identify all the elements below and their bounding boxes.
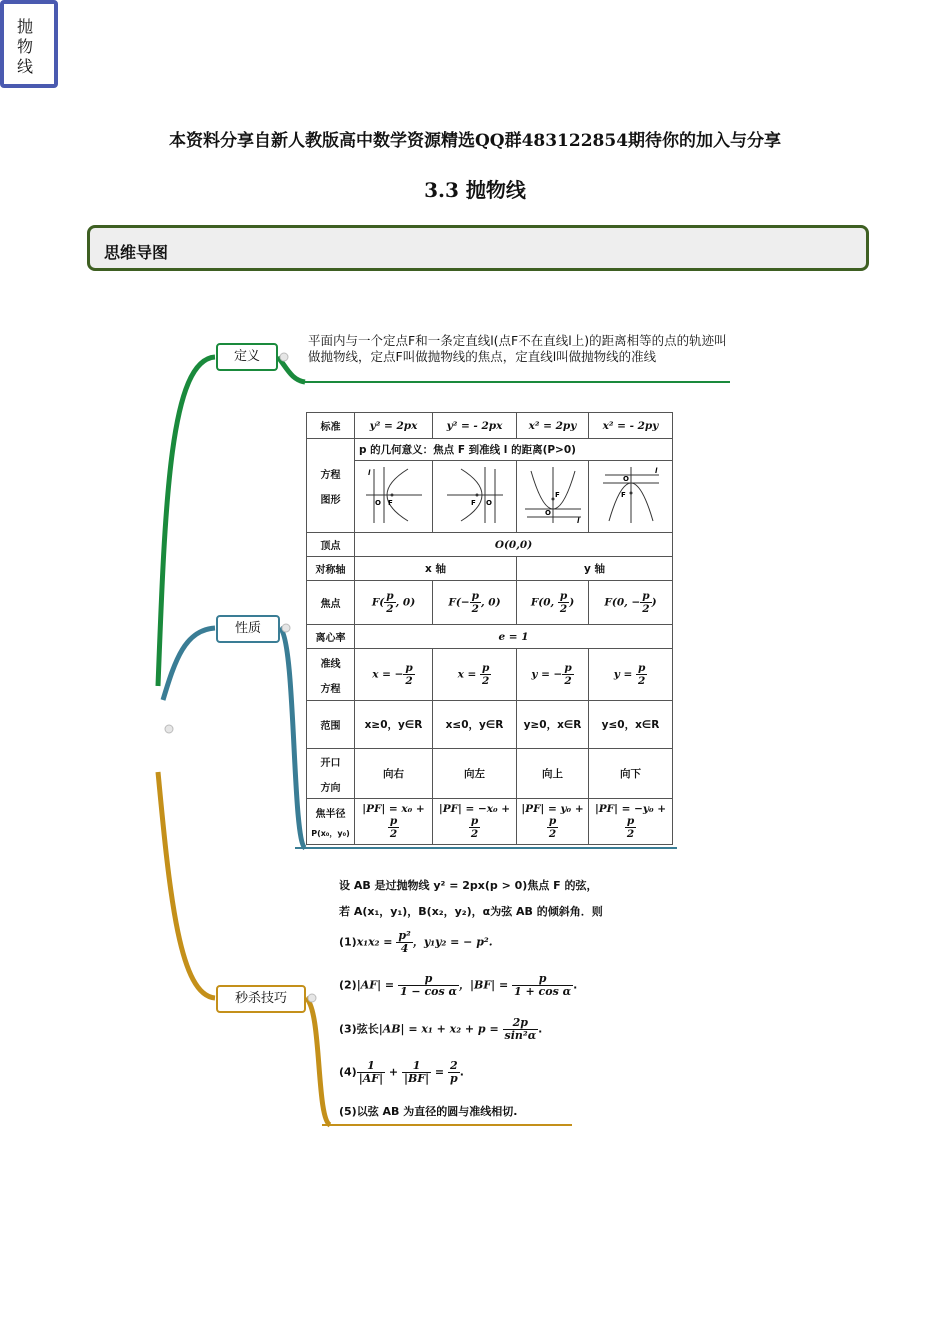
standard-label: 标准 [307,413,355,439]
focus-1: F( $\frac{p}{2}$ , 0) [355,581,433,625]
focal-radius-3: |PF| = y₀ + $\frac{p}{2}$ [517,799,589,845]
axis-label: 对称轴 [307,557,355,581]
axis-x: x 轴 [355,557,517,581]
root-node [0,0,58,88]
opening-4: 向下 [589,749,673,799]
properties-table [306,412,673,845]
svg-text:F: F [470,499,476,507]
tricks-item-3: (3)弦长|AB| = x₁ + x₂ + p = $\frac{2p}{\text{sin²α}}$ . [339,1016,543,1042]
graph-down [589,461,673,533]
directrix-2: x = $\frac{p}{2}$ [433,649,517,701]
branch-properties [163,628,215,700]
opening-3: 向上 [517,749,589,799]
directrix-label: 准线 方程 [307,649,355,701]
directrix-3: y = − $\frac{p}{2}$ [517,649,589,701]
svg-text:l: l [576,517,579,525]
focal-radius-label: 焦半径 P(x₀，y₀) [307,799,355,845]
focal-radius-4: |PF| = −y₀ + $\frac{p}{2}$ [589,799,673,845]
range-label: 范围 [307,701,355,749]
focal-radius-2: |PF| = −x₀ + $\frac{p}{2}$ [433,799,517,845]
vertex-value: O(0,0) [355,533,673,557]
svg-text:F: F [387,499,393,507]
eccentricity-value: e = 1 [355,625,673,649]
svg-text:O: O [485,499,492,507]
tricks-item-2: (2)|AF| = $\frac{p}{\text{1 − cos α}}$ ，|BF| = $\frac{p}{\text{1 + cos α}}$ . [339,972,578,998]
equation-2: y² = - 2px [433,413,517,439]
opening-label: 开口 方向 [307,749,355,799]
branch-tricks [158,772,215,998]
focus-4: F(0, − $\frac{p}{2}$ ) [589,581,673,625]
range-1: x≥0，y∈R [355,701,433,749]
equation-3: x² = 2py [517,413,589,439]
range-2: x≤0，y∈R [433,701,517,749]
svg-text:l: l [654,467,657,475]
properties-node: 性质 [216,615,280,643]
definition-text: 平面内与一个定点F和一条定直线l(点F不在直线l上)的距离相等的点的轨迹叫做抛物线，定点F叫做抛物线的焦点，定直线l叫做抛物线的准线 [308,333,727,364]
equation-graph-label: 方程 图形 [307,439,355,533]
page-title: 3.3 抛物线 [424,178,526,202]
svg-text:O: O [622,475,629,483]
axis-y: y 轴 [517,557,673,581]
focus-3: F(0, $\frac{p}{2}$ ) [517,581,589,625]
tricks-node: 秒杀技巧 [216,985,306,1013]
svg-text:l: l [367,469,370,477]
root-char-2: 物 [16,37,33,56]
directrix-4: y = $\frac{p}{2}$ [589,649,673,701]
opening-2: 向左 [433,749,517,799]
tricks-intro-2: 若 A(x₁，y₁)，B(x₂，y₂)，α为弦 AB 的倾斜角．则 [339,905,603,918]
branch-definition [158,357,215,686]
focus-label: 焦点 [307,581,355,625]
equation-4: x² = - 2py [589,413,673,439]
svg-text:O: O [544,509,551,517]
banner-label: 思维导图 [104,243,169,262]
root-char-3: 线 [16,57,33,76]
equation-1: y² = 2px [355,413,433,439]
p-meaning: p 的几何意义：焦点 F 到准线 l 的距离(P>0) [355,439,673,461]
tricks-item-4: (4) $\frac{1}{|AF|}$ + $\frac{1}{|BF|}$ = $\frac{2}{p}$ . [339,1059,464,1085]
root-char-1: 抛 [16,17,33,36]
header-line: 本资料分享自新人教版高中数学资源精选QQ群483122854期待你的加入与分享 [168,131,782,151]
focus-2: F(− $\frac{p}{2}$ , 0) [433,581,517,625]
graph-left [433,461,517,533]
opening-1: 向右 [355,749,433,799]
graph-right [355,461,433,533]
tricks-item-5: (5)以弦 AB 为直径的圆与准线相切. [339,1105,518,1118]
range-3: y≥0，x∈R [517,701,589,749]
range-4: y≤0，x∈R [589,701,673,749]
svg-text:O: O [374,499,381,507]
focal-radius-1: |PF| = x₀ + $\frac{p}{2}$ [355,799,433,845]
tricks-item-1: (1)x₁x₂ = $\frac{\text{p²}}{4}$ ，y₁y₂ = − p². [339,929,493,955]
svg-text:F: F [554,491,560,499]
vertex-label: 顶点 [307,533,355,557]
eccentricity-label: 离心率 [307,625,355,649]
tricks-intro-1: 设 AB 是过抛物线 y² = 2px(p > 0)焦点 F 的弦， [339,879,598,892]
svg-text:F: F [620,491,626,499]
directrix-1: x = − $\frac{p}{2}$ [355,649,433,701]
definition-node: 定义 [216,343,278,371]
graph-up [517,461,589,533]
